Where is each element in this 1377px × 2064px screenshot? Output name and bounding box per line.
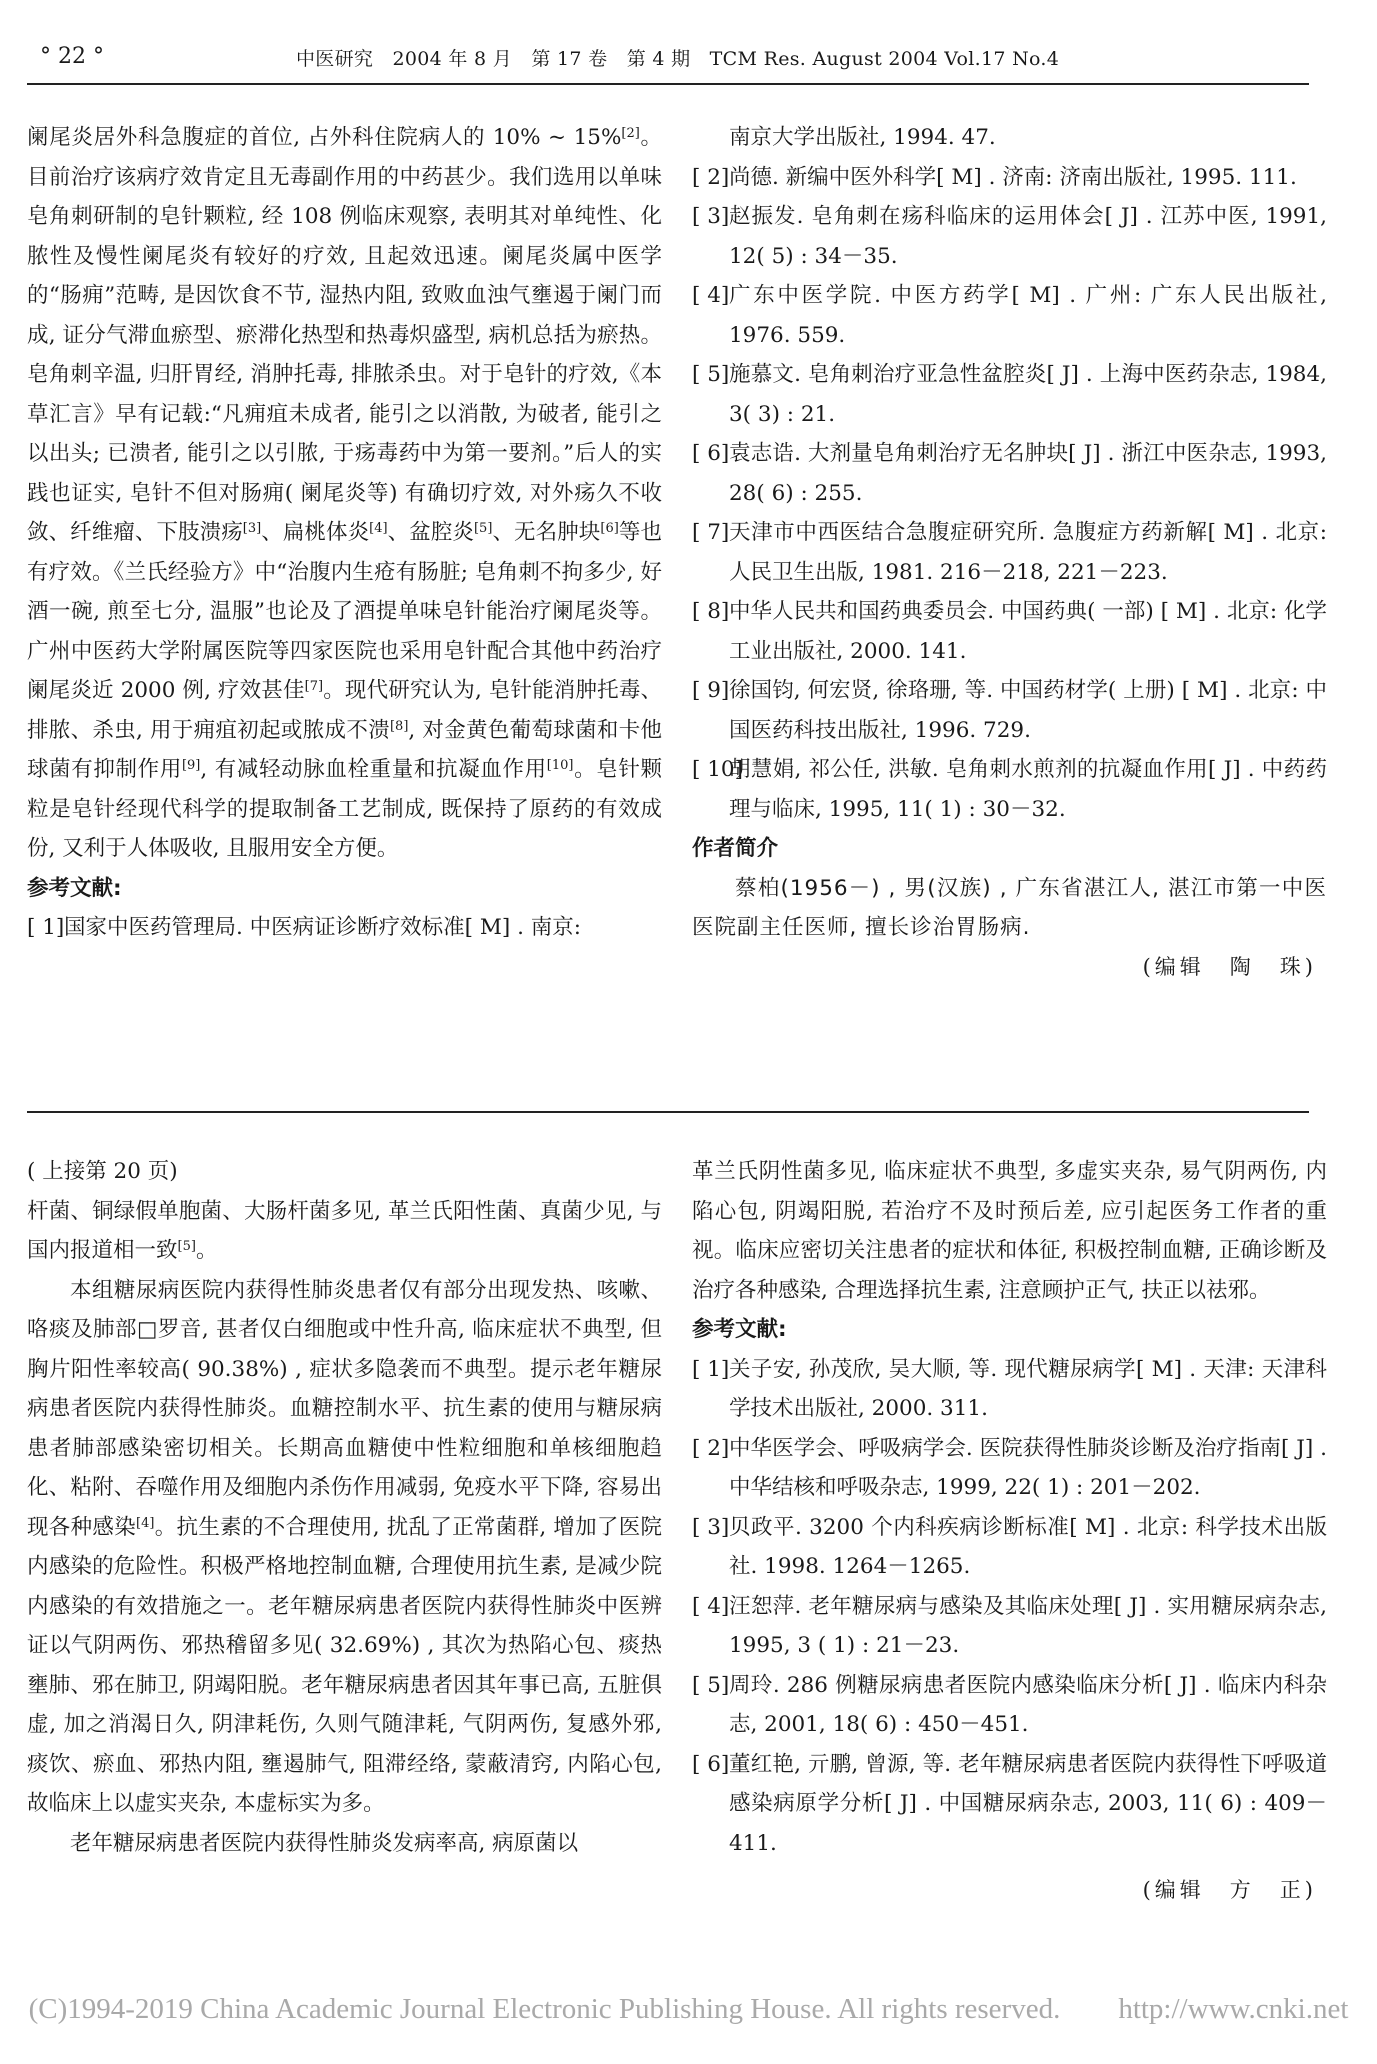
author-heading: 作者简介 bbox=[692, 836, 779, 861]
reference-item bbox=[692, 1587, 1327, 1666]
reference-number: [ 4] bbox=[692, 283, 730, 308]
article1-right-column bbox=[692, 118, 1327, 987]
body-text: 本组糖尿病医院内获得性肺炎患者仅有部分出现发热、咳嗽、咯痰及肺部□罗音, 甚者仅白细胞或中性升高, 临床症状不典型, 但胸片阳性率较高( 90.38%) , 症状多隐袭而不典型。提示老年糖尿病患者医院内获得性肺炎。血糖控制水平、抗生素的使用与糖尿病患者肺部感染密切相关。长期高血糖使中性粒细胞和单核细胞趋化、粘附、吞噬作用及细胞内杀伤作用减弱, 免疫水平下降, 容易出现各种感染 bbox=[27, 1277, 662, 1540]
journal-running-head: 中医研究 2004 年 8 月 第 17 卷 第 4 期 TCM Res. August 2004 Vol.17 No.4 bbox=[296, 48, 1060, 70]
reference-item bbox=[692, 671, 1327, 750]
reference-text: 中华人民共和国药典委员会. 中国药典( 一部) [ M] . 北京: 化学工业出版社, 2000. 141. bbox=[729, 599, 1327, 664]
reference-number: [ 7] bbox=[692, 520, 730, 545]
editor-credit: (编辑 方 正) bbox=[1142, 1878, 1317, 1902]
reference-item bbox=[692, 1745, 1327, 1864]
body-text: , 有减轻动脉血栓重量和抗凝血作用 bbox=[200, 757, 547, 782]
reference-number: [ 3] bbox=[692, 1514, 730, 1540]
reference-number: [ 5] bbox=[692, 362, 730, 387]
reference-item bbox=[692, 592, 1327, 671]
reference-item bbox=[692, 434, 1327, 513]
body-text: 、扁桃体炎 bbox=[261, 520, 370, 545]
article2-right-column bbox=[692, 1152, 1327, 1911]
reference-text: 施慕文. 皂角刺治疗亚急性盆腔炎[ J] . 上海中医药杂志, 1984, 3( 3) : 21. bbox=[729, 362, 1327, 427]
citation-mark: [5] bbox=[473, 520, 493, 536]
reference-number: [ 8] bbox=[692, 599, 730, 624]
reference-item bbox=[692, 1350, 1327, 1429]
reference-text: 袁志诰. 大剂量皂角刺治疗无名肿块[ J] . 浙江中医杂志, 1993, 28( 6) : 255. bbox=[729, 441, 1327, 506]
reference-text: 董红艳, 亓鹏, 曾源, 等. 老年糖尿病患者医院内获得性下呼吸道感染病原学分析[ J] . 中国糖尿病杂志, 2003, 11( 6) : 409－411. bbox=[729, 1751, 1327, 1856]
reference-number: [ 1] bbox=[692, 1356, 730, 1382]
references-heading: 参考文献: bbox=[692, 1317, 787, 1342]
citation-mark: [7] bbox=[304, 678, 324, 694]
reference-text: 徐国钧, 何宏贤, 徐珞珊, 等. 中国药材学( 上册) [ M] . 北京: 中国医药科技出版社, 1996. 729. bbox=[729, 678, 1327, 743]
citation-mark: [2] bbox=[621, 125, 640, 141]
body-text: 。皂针颗粒是皂针经现代科学的提取制备工艺制成, 既保持了原药的有效成份, 又利于人体吸收, 且服用安全方便。 bbox=[27, 757, 662, 861]
reference-number: [ 1] bbox=[27, 915, 65, 940]
reference-item bbox=[692, 750, 1327, 829]
reference-item bbox=[692, 355, 1327, 434]
reference-item bbox=[692, 276, 1327, 355]
reference-text: 尚德. 新编中医外科学[ M] . 济南: 济南出版社, 1995. 111. bbox=[729, 164, 1297, 190]
reference-text: 中华医学会、呼吸病学会. 医院获得性肺炎诊断及治疗指南[ J] . 中华结核和呼吸杂志, 1999, 22( 1) : 201－202. bbox=[729, 1435, 1327, 1500]
body-text: 阑尾炎居外科急腹症的首位, 占外科住院病人的 10% ~ 15% bbox=[27, 125, 622, 150]
reference-item bbox=[692, 158, 1327, 198]
citation-mark: [6] bbox=[600, 520, 619, 536]
citation-mark: [5] bbox=[177, 1238, 196, 1254]
citation-mark: [10] bbox=[546, 757, 574, 773]
reference-text: 关子安, 孙茂欣, 吴大顺, 等. 现代糖尿病学[ M] . 天津: 天津科学技术出版社, 2000. 311. bbox=[729, 1356, 1327, 1421]
reference-text: 广东中医学院. 中医方药学[ M] . 广州: 广东人民出版社, 1976. 559. bbox=[729, 283, 1327, 348]
body-text: 。 bbox=[195, 1238, 218, 1263]
reference-number: [ 4] bbox=[692, 1593, 730, 1619]
reference-number: [ 6] bbox=[692, 1751, 730, 1777]
citation-mark: [4] bbox=[369, 520, 388, 536]
body-text: 杆菌、铜绿假单胞菌、大肠杆菌多见, 革兰氏阳性菌、真菌少见, 与国内报道相一致 bbox=[27, 1198, 662, 1263]
reference-number: [ 10] bbox=[692, 757, 743, 782]
reference-number: [ 2] bbox=[692, 1435, 730, 1461]
reference-item bbox=[692, 1429, 1327, 1508]
reference-item bbox=[692, 118, 1327, 158]
article1-left-column bbox=[27, 118, 662, 948]
body-text: 、盆腔炎 bbox=[387, 520, 474, 545]
reference-number: [ 6] bbox=[692, 441, 730, 466]
article2-body-paragraph bbox=[27, 1271, 662, 1824]
body-text: 、无名肿块 bbox=[492, 520, 601, 545]
article2-body-paragraph: 革兰氏阴性菌多见, 临床症状不典型, 多虚实夹杂, 易气阴两伤, 内陷心包, 阴竭阳脱, 若治疗不及时预后差, 应引起医务工作者的重视。临床应密切关注患者的症状和体征, 积极控制血糖, 正确诊断及治疗各种感染, 合理选择抗生素, 注意顾护正气, 扶正以祛邪。 bbox=[692, 1159, 1327, 1303]
continued-from-note: ( 上接第 20 页) bbox=[27, 1159, 178, 1184]
references-heading: 参考文献: bbox=[27, 875, 122, 901]
author-bio: 蔡柏(1956－) , 男(汉族) , 广东省湛江人, 湛江市第一中医医院副主任医师, 擅长诊治胃肠病. bbox=[692, 875, 1327, 940]
editor-credit: (编辑 陶 珠) bbox=[1142, 954, 1317, 979]
citation-mark: [4] bbox=[136, 1515, 155, 1531]
citation-mark: [9] bbox=[181, 757, 201, 773]
body-text: , 对金黄色葡萄球菌和卡他球菌有抑制作用 bbox=[27, 717, 663, 782]
article-divider bbox=[27, 1111, 1309, 1113]
article2-body-paragraph: 老年糖尿病患者医院内获得性肺炎发病率高, 病原菌以 bbox=[70, 1830, 579, 1856]
header-rule bbox=[27, 83, 1309, 85]
reference-text: 贝政平. 3200 个内科疾病诊断标准[ M] . 北京: 科学技术出版社. 1998. 1264－1265. bbox=[729, 1514, 1327, 1579]
reference-text: 国家中医药管理局. 中医病证诊断疗效标准[ M] . 南京: bbox=[64, 915, 582, 940]
reference-item bbox=[692, 1508, 1327, 1587]
reference-item bbox=[27, 908, 662, 948]
reference-text: 汪恕萍. 老年糖尿病与感染及其临床处理[ J] . 实用糖尿病杂志, 1995, 3 ( 1) : 21－23. bbox=[729, 1593, 1327, 1658]
reference-number: [ 3] bbox=[692, 204, 730, 229]
reference-item bbox=[692, 197, 1327, 276]
body-text: 。现代研究认为, 皂针能消肿托毒、排脓、杀虫, 用于痈疽初起或脓成不溃 bbox=[27, 678, 663, 743]
reference-item bbox=[692, 1666, 1327, 1745]
reference-text: 天津市中西医结合急腹症研究所. 急腹症方药新解[ M] . 北京: 人民卫生出版, 1981. 216－218, 221－223. bbox=[729, 520, 1327, 585]
reference-number: [ 5] bbox=[692, 1672, 730, 1698]
body-text: 等也有疗效。《兰氏经验方》中“治腹内生疮有肠脏; 皂角刺不拘多少, 好酒一碗, 煎至七分, 温服”也论及了酒提单味皂针能治疗阑尾炎等。广州中医药大学附属医院等四家医院也采用皂针配合其他中药治疗阑尾炎近 2000 例, 疗效甚佳 bbox=[27, 520, 662, 703]
citation-mark: [8] bbox=[389, 718, 409, 734]
reference-text: 周玲. 286 例糖尿病患者医院内感染临床分析[ J] . 临床内科杂志, 2001, 18( 6) : 450－451. bbox=[729, 1672, 1327, 1737]
citation-mark: [3] bbox=[242, 520, 262, 536]
reference-number: [ 2] bbox=[692, 164, 730, 190]
reference-text: 赵振发. 皂角刺在疡科临床的运用体会[ J] . 江苏中医, 1991, 12( 5) : 34－35. bbox=[729, 204, 1327, 269]
reference-text: 南京大学出版社, 1994. 47. bbox=[729, 125, 996, 150]
page-number: ° 22 ° bbox=[40, 44, 104, 69]
reference-text: 胡慧娟, 祁公任, 洪敏. 皂角刺水煎剂的抗凝血作用[ J] . 中药药理与临床, 1995, 11( 1) : 30－32. bbox=[729, 757, 1327, 822]
body-text: 。抗生素的不合理使用, 扰乱了正常菌群, 增加了医院内感染的危险性。积极严格地控制血糖, 合理使用抗生素, 是减少院内感染的有效措施之一。老年糖尿病患者医院内获得性肺炎中医辨证以气阴两伤、邪热稽留多见( 32.69%) , 其次为热陷心包、痰热壅肺、邪在肺卫, 阴竭阳脱。老年糖尿病患者因其年事已高, 五脏俱虚, 加之消渴日久, 阴津耗伤, 久则气随津耗, 气阴两伤, 复感外邪, 痰饮、瘀血、邪热内阻, 壅遏肺气, 阻滞经络, 蒙蔽清窍, 内陷心包, 故临床上以虚实夹杂, 本虚标实为多。 bbox=[27, 1514, 662, 1816]
article1-body-paragraph bbox=[27, 118, 662, 869]
article2-body-paragraph bbox=[27, 1192, 662, 1271]
reference-number: [ 9] bbox=[692, 678, 730, 703]
copyright-footer: (C)1994-2019 China Academic Journal Electronic Publishing House. All rights reserved. http://www.cnki.net bbox=[28, 1993, 1349, 2025]
body-text: 。目前治疗该病疗效肯定且无毒副作用的中药甚少。我们选用以单味皂角刺研制的皂针颗粒, 经 108 例临床观察, 表明其对单纯性、化脓性及慢性阑尾炎有较好的疗效, 且起效迅速。阑尾炎属中医学的“肠痈”范畴, 是因饮食不节, 湿热内阻, 致败血浊气壅遏于阑门而成, 证分气滞血瘀型、瘀滞化热型和热毒炽盛型, 病机总括为瘀热。皂角刺辛温, 归肝胃经, 消肿托毒, 排脓杀虫。对于皂针的疗效,《本草汇言》早有记载:“凡痈疽未成者, 能引之以消散, 为破者, 能引之以出头; 已溃者, 能引之以引脓, 于疡毒药中为第一要剂。”后人的实践也证实, 皂针不但对肠痈( 阑尾炎等) 有确切疗效, 对外疡久不收敛、纤维瘤、下肢溃疡 bbox=[27, 125, 662, 545]
reference-item bbox=[692, 513, 1327, 592]
article2-left-column bbox=[27, 1152, 662, 1863]
